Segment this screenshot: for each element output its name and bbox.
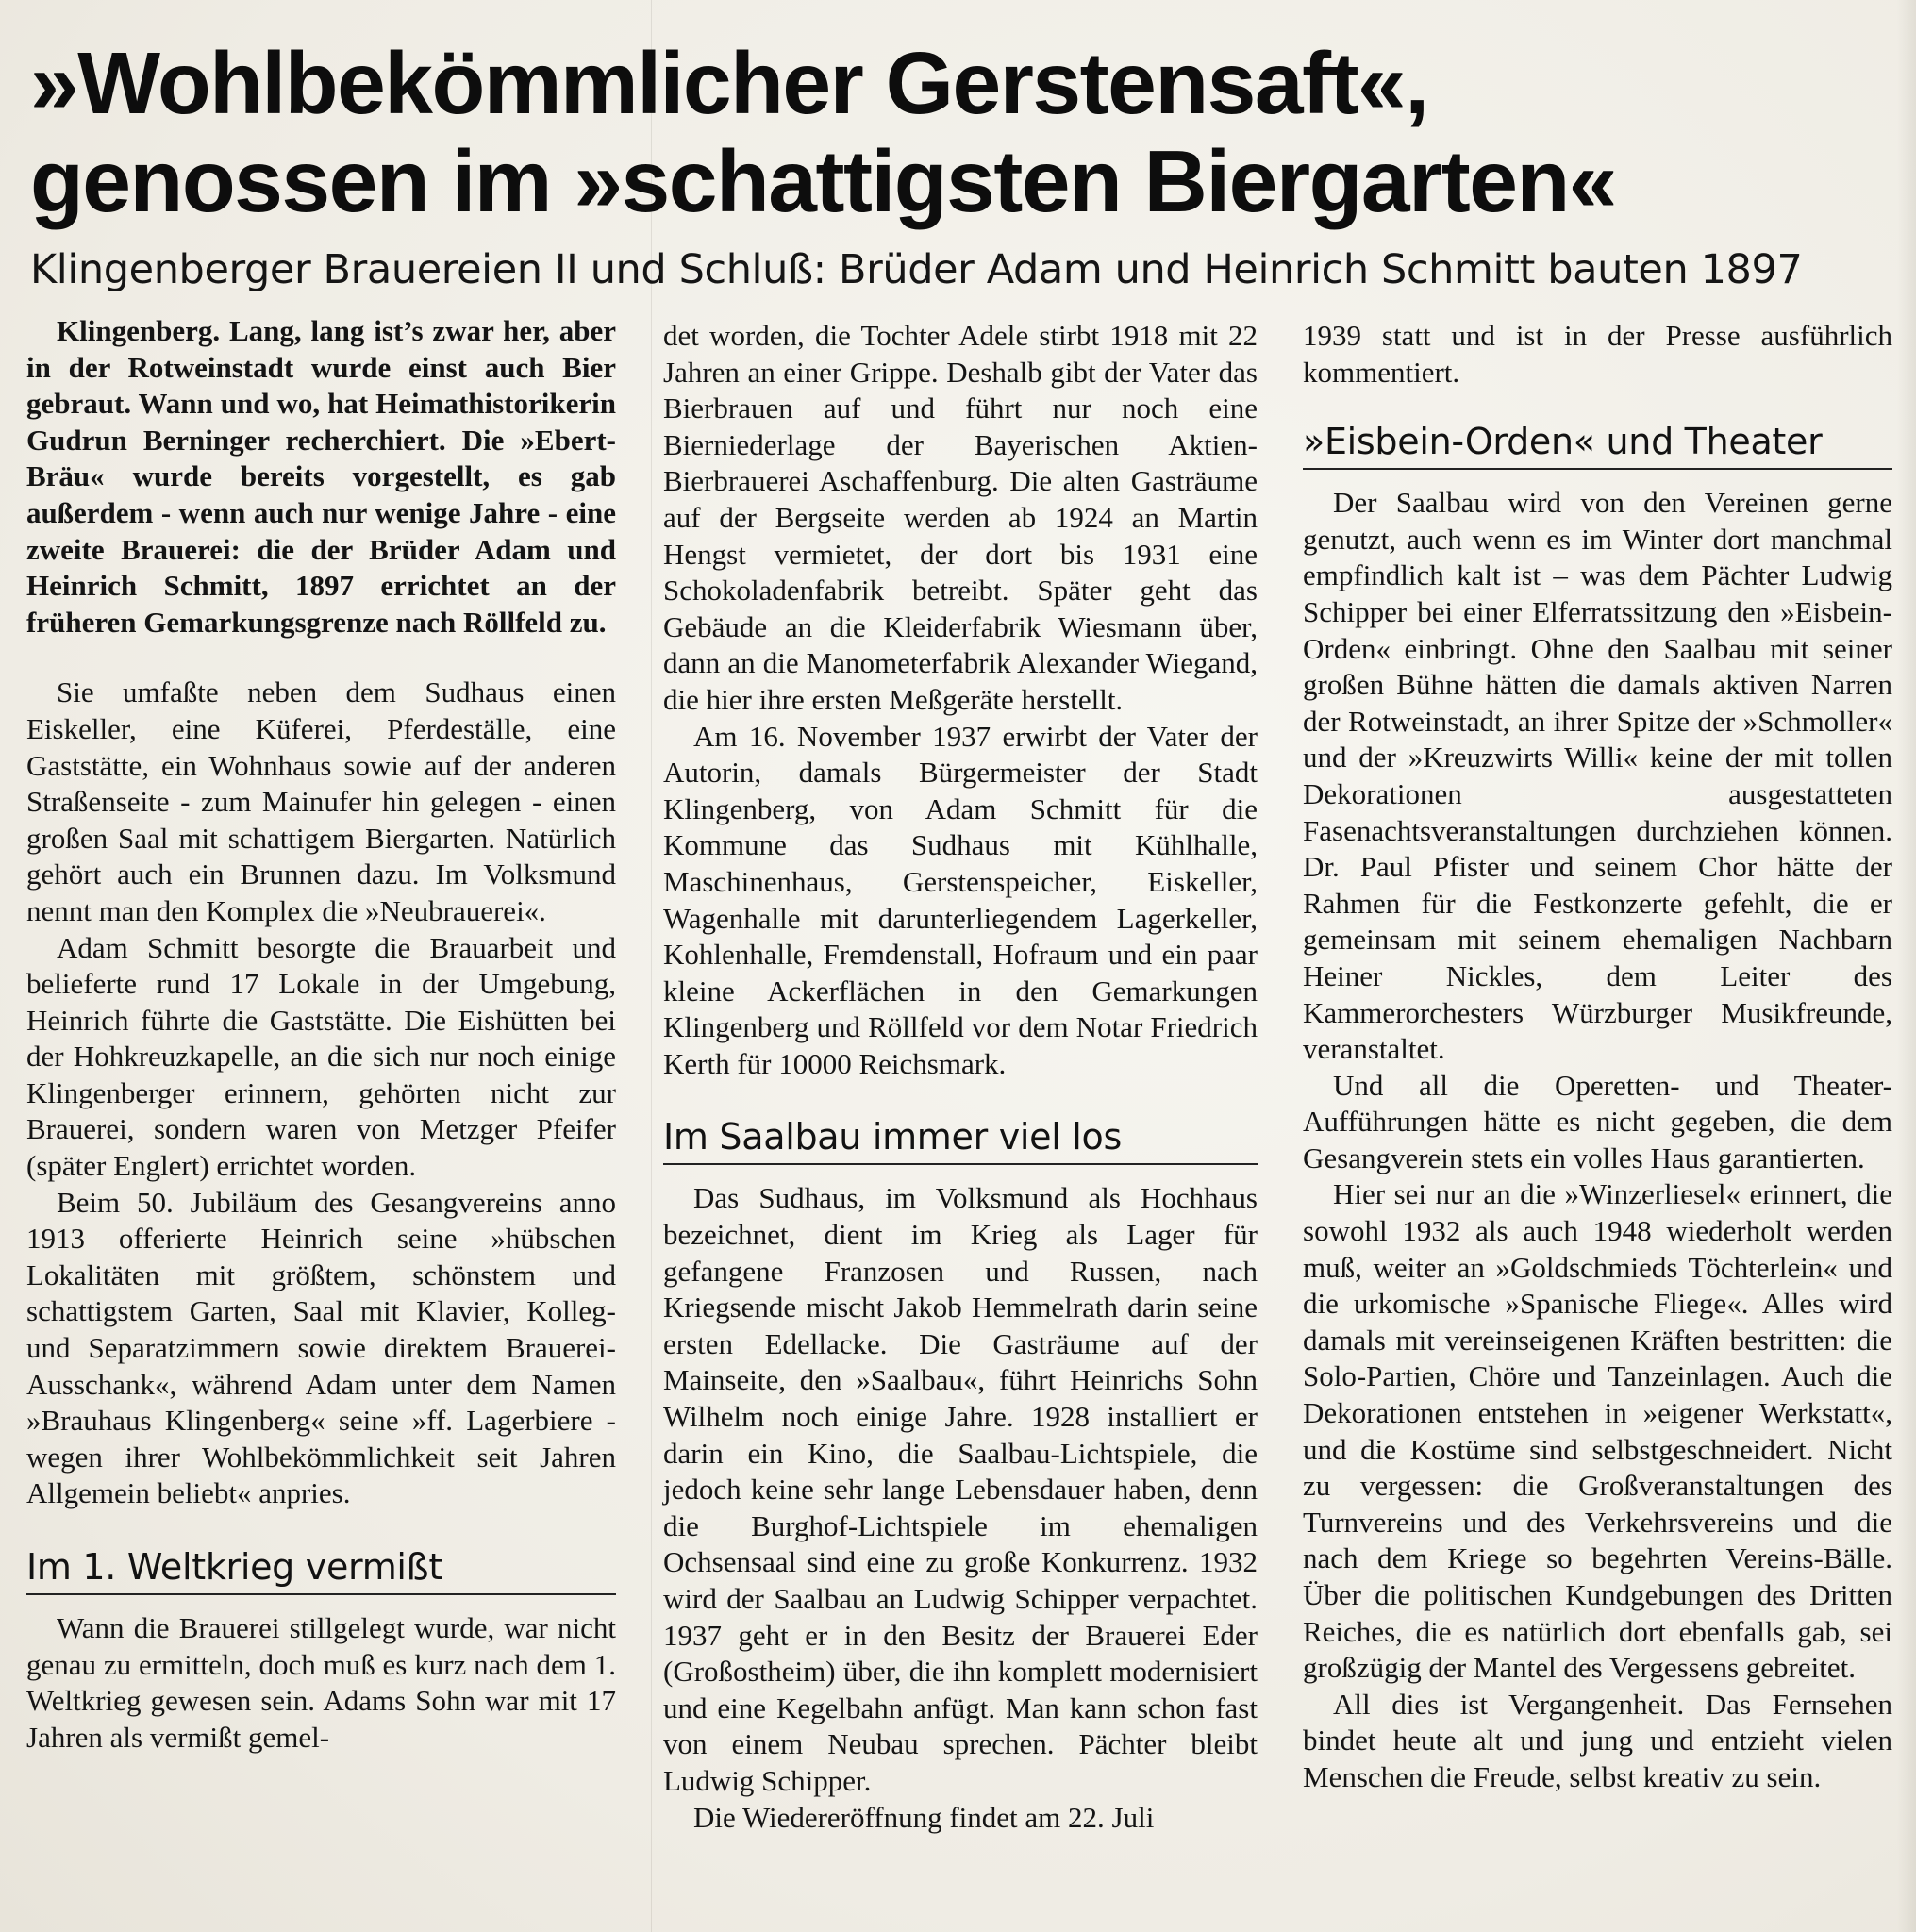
body-paragraph: 1939 statt und ist in der Presse ausführlich kommentiert.	[1303, 319, 1892, 389]
body-paragraph: Am 16. November 1937 erwirbt der Vater der Autorin, damals Bürgermeister der Stadt Klingenberg, von Adam Schmitt für die Kommune das Sudhaus mit Kühlhalle, Maschinenhaus, Gerstenspeicher, Eiskeller, Wagenhalle mit darunterliegendem Lagerkeller, Kohlenhalle, Fremdenstall, Hofraum und ein paar kleine Ackerflächen in den Gemarkungen Klingenberg und Röllfeld vor dem Notar Friedrich Kerth für 10000 Reichsmark.	[663, 719, 1258, 1080]
body-paragraph: Hier sei nur an die »Winzerliesel« erinnert, die sowohl 1932 als auch 1948 wiederholt werden muß, weiter an »Goldschmieds Töchterlein« und die urkomische »Spanische Fliege«. Alles wird damals mit vereinseigenen Kräften bestritten: die Solo-Partien, Chöre und Tanzeinlagen. Auch die Dekorationen entstehen in »eigener Werkstatt«, und die Kostüme sind selbstgeschneidert. Nicht zu vergessen: die Großveranstaltungen des Turnvereins und des Verkehrsvereins und die nach dem Kriege so begehrten Vereins-Bälle. Über die politischen Kundgebungen des Dritten Reiches, die es natürlich dort ebenfalls gab, sei großzügig der Mantel des Vergessens gebreitet.	[1303, 1177, 1892, 1685]
article-column-2	[663, 318, 1258, 1836]
section-heading: »Eisbein-Orden« und Theater	[1303, 419, 1892, 470]
headline-line-2: genossen im »schattigsten Biergarten«	[30, 132, 1617, 230]
body-paragraph: Die Wiedereröffnung findet am 22. Juli	[693, 1800, 1155, 1834]
body-paragraph: Adam Schmitt besorgte die Brauarbeit und belieferte rund 17 Lokale in der Umgebung, Heinrich führte die Gaststätte. Die Eishütten bei der Hohkreuzkapelle, an die sich nur noch einige Klingenberger erinnern, gehörten nicht zur Brauerei, sondern waren von Metzger Pfeifer (später Englert) errichtet worden.	[26, 930, 616, 1183]
article-subheadline: Klingenberger Brauereien II und Schluß: Brüder Adam und Heinrich Schmitt bauten 1897	[30, 246, 1803, 293]
body-paragraph: Und all die Operetten- und Theater-Aufführungen hätte es nicht gegeben, die dem Gesangverein stets ein volles Haus garantierten.	[1303, 1068, 1892, 1174]
article-headline	[30, 34, 1823, 230]
body-paragraph: Der Saalbau wird von den Vereinen gerne genutzt, auch wenn es im Winter dort manchmal empfindlich kalt ist – was dem Pächter Ludwig Schipper bei einer Elferratssitzung den »Eisbein-Orden« einbringt. Ohne den Saalbau mit seiner großen Bühne hätten die damals aktiven Narren der Rotweinstadt, an ihrer Spitze der »Schmoller« und der »Kreuzwirts Willi« keine der mit tollen Dekorationen ausgestatteten Fasenachtsveranstaltungen durchziehen können. Dr. Paul Pfister und seinem Chor hätte der Rahmen für die Festkonzerte gefehlt, die er gemeinsam mit seinem ehemaligen Nachbarn Heiner Nickles, dem Leiter des Kammerorchesters Würzburger Musikfreunde, veranstaltet.	[1303, 486, 1892, 1066]
body-paragraph: Beim 50. Jubiläum des Gesangvereins anno 1913 offerierte Heinrich seine »hübschen Lokalitäten mit größtem, schönstem und schattigstem Garten, Saal mit Klavier, Kolleg- und Separatzimmern sowie direktem Brauerei-Ausschank«, während Adam unter dem Namen »Brauhaus Klingenberg« seine »ff. Lagerbiere - wegen ihrer Wohlbekömmlichkeit seit Jahren Allgemein beliebt« anpries.	[26, 1185, 616, 1510]
paper-edge-shadow	[1897, 0, 1916, 1932]
article-column-1	[26, 313, 616, 1756]
lead-paragraph: Klingenberg. Lang, lang ist’s zwar her, aber in der Rotweinstadt wurde einst auch Bier gebraut. Wann und wo, hat Heimathistorikerin Gudrun Berninger recherchiert. Die »Ebert-Bräu« wurde bereits vorgestellt, es gab außerdem - wenn auch nur wenige Jahre - eine zweite Brauerei: die der Brüder Adam und Heinrich Schmitt, 1897 errichtet an der früheren Gemarkungsgrenze nach Röllfeld zu.	[26, 314, 616, 639]
headline-line-1: »Wohlbekömmlicher Gerstensaft«,	[30, 34, 1428, 132]
body-paragraph: Sie umfaßte neben dem Sudhaus einen Eiskeller, eine Küferei, Pferdeställe, eine Gaststätte, ein Wohnhaus sowie auf der anderen Straßenseite - zum Mainufer hin gelegen - einen großen Saal mit schattigem Biergarten. Natürlich gehört auch ein Brunnen dazu. Im Volksmund nennt man den Komplex die »Neubrauerei«.	[26, 675, 616, 927]
section-heading: Im 1. Weltkrieg vermißt	[26, 1544, 616, 1595]
body-paragraph: Wann die Brauerei stillgelegt wurde, war nicht genau zu ermitteln, doch muß es kurz nach dem 1. Weltkrieg gewesen sein. Adams Sohn war mit 17 Jahren als vermißt gemel-	[26, 1611, 616, 1754]
body-paragraph: Das Sudhaus, im Volksmund als Hochhaus bezeichnet, dient im Krieg als Lager für gefangene Franzosen und Russen, nach Kriegsende mischt Jakob Hemmelrath darin seine ersten Edellacke. Die Gasträume auf der Mainseite, den »Saalbau«, führt Heinrichs Sohn Wilhelm noch einige Jahre. 1928 installiert er darin ein Kino, die Saalbau-Lichtspiele, die jedoch keine sehr lange Lebensdauer haben, denn die Burghof-Lichtspiele im ehemaligen Ochsensaal sind eine zu große Konkurrenz. 1932 wird der Saalbau an Ludwig Schipper verpachtet. 1937 geht er in den Besitz der Brauerei Eder (Großostheim) über, die ihn komplett modernisiert und eine Kegelbahn anfügt. Man kann schon fast von einem Neubau sprechen. Pächter bleibt Ludwig Schipper.	[663, 1181, 1258, 1797]
body-paragraph: det worden, die Tochter Adele stirbt 1918 mit 22 Jahren an einer Grippe. Deshalb gibt der Vater das Bierbrauen auf und führt nur noch eine Bierniederlage der Bayerischen Aktien-Bierbrauerei Aschaffenburg. Die alten Gasträume auf der Bergseite werden ab 1924 an Martin Hengst vermietet, der dort bis 1931 eine Schokoladenfabrik betreibt. Später geht das Gebäude an die Kleiderfabrik Wiesmann über, dann an die Manometerfabrik Alexander Wiegand, die hier ihre ersten Meßgeräte herstellt.	[663, 319, 1258, 716]
section-heading: Im Saalbau immer viel los	[663, 1114, 1258, 1165]
body-paragraph: All dies ist Vergangenheit. Das Fernsehen bindet heute alt und jung und entzieht vielen Menschen die Freude, selbst kreativ zu sein.	[1303, 1687, 1892, 1793]
article-column-3	[1303, 318, 1892, 1796]
